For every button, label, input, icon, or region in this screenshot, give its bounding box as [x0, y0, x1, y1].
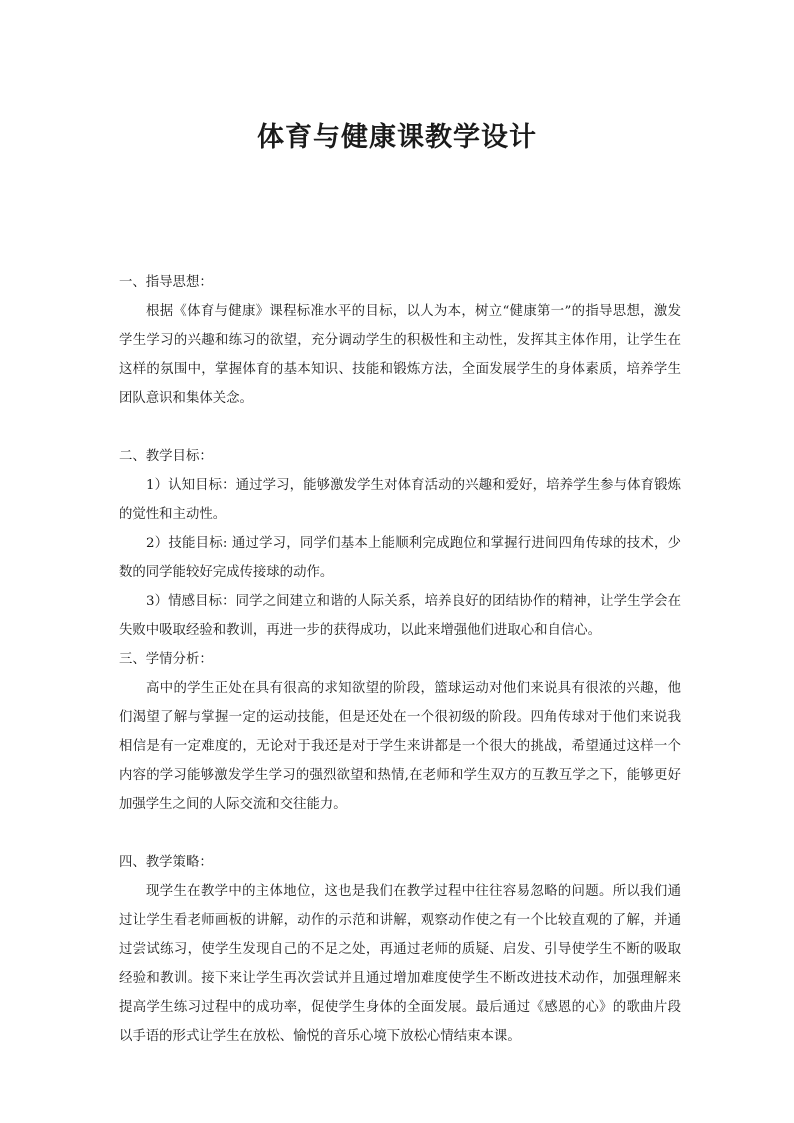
- section-learning-analysis: [119, 645, 681, 819]
- section-teaching-objectives: [119, 442, 681, 645]
- section-heading: 一、指导思想：: [119, 275, 213, 290]
- document-title: 体育与健康课教学设计: [257, 122, 537, 153]
- section-guiding-ideology: [119, 268, 681, 413]
- section-heading: 四、教学策略：: [119, 855, 213, 870]
- objective-cognitive: 1）认知目标：通过学习，能够激发学生对体育活动的兴趣和爱好，培养学生参与体育锻炼的觉性和主动性。: [119, 478, 681, 522]
- section-spacer: [119, 413, 681, 442]
- section-paragraph: 高中的学生正处在具有很高的求知欲望的阶段，篮球运动对他们来说具有很浓的兴趣，他们渴望了解与掌握一定的运动技能，但是还处在一个很初级的阶段。四角传球对于他们来说我相信是有一定难度的，无论对于我还是对于学生来讲都是一个很大的挑战，希望通过这样一个内容的学习能够激发学生学习的强烈欲望和热情,在老师和学生双方的互教互学之下，能够更好加强学生之间的人际交流和交往能力。: [119, 681, 681, 812]
- objective-emotional: 3）情感目标：同学之间建立和谐的人际关系，培养良好的团结协作的精神，让学生学会在失败中吸取经验和教训，再进一步的获得成功，以此来增强他们进取心和自信心。: [119, 594, 681, 638]
- section-spacer: [119, 819, 681, 848]
- section-teaching-strategy: [119, 848, 681, 1051]
- section-heading: 二、教学目标：: [119, 449, 213, 464]
- section-paragraph: 根据《体育与健康》课程标准水平的目标，以人为本，树立“健康第一”的指导思想，激发学生学习的兴趣和练习的欲望，充分调动学生的积极性和主动性，发挥其主体作用，让学生在这样的氛围中，掌握体育的基本知识、技能和锻炼方法，全面发展学生的身体素质，培养学生团队意识和集体关念。: [119, 304, 681, 406]
- section-heading: 三、学情分析：: [119, 652, 213, 667]
- document-body: [119, 268, 681, 1051]
- objective-skill: 2）技能目标: 通过学习，同学们基本上能顺利完成跑位和掌握行进间四角传球的技术，少数的同学能较好完成传接球的动作。: [119, 536, 681, 580]
- section-paragraph: 现学生在教学中的主体地位，这也是我们在教学过程中往往容易忽略的问题。所以我们通过让学生看老师画板的讲解，动作的示范和讲解，观察动作使之有一个比较直观的了解，并通过尝试练习，使学生发现自己的不足之处，再通过老师的质疑、启发、引导使学生不断的吸取经验和教训。接下来让学生再次尝试并且通过增加难度使学生不断改进技术动作，加强理解来提高学生练习过程中的成功率，促使学生身体的全面发展。最后通过《感恩的心》的歌曲片段以手语的形式让学生在放松、愉悦的音乐心境下放松心情结束本课。: [119, 884, 681, 1044]
